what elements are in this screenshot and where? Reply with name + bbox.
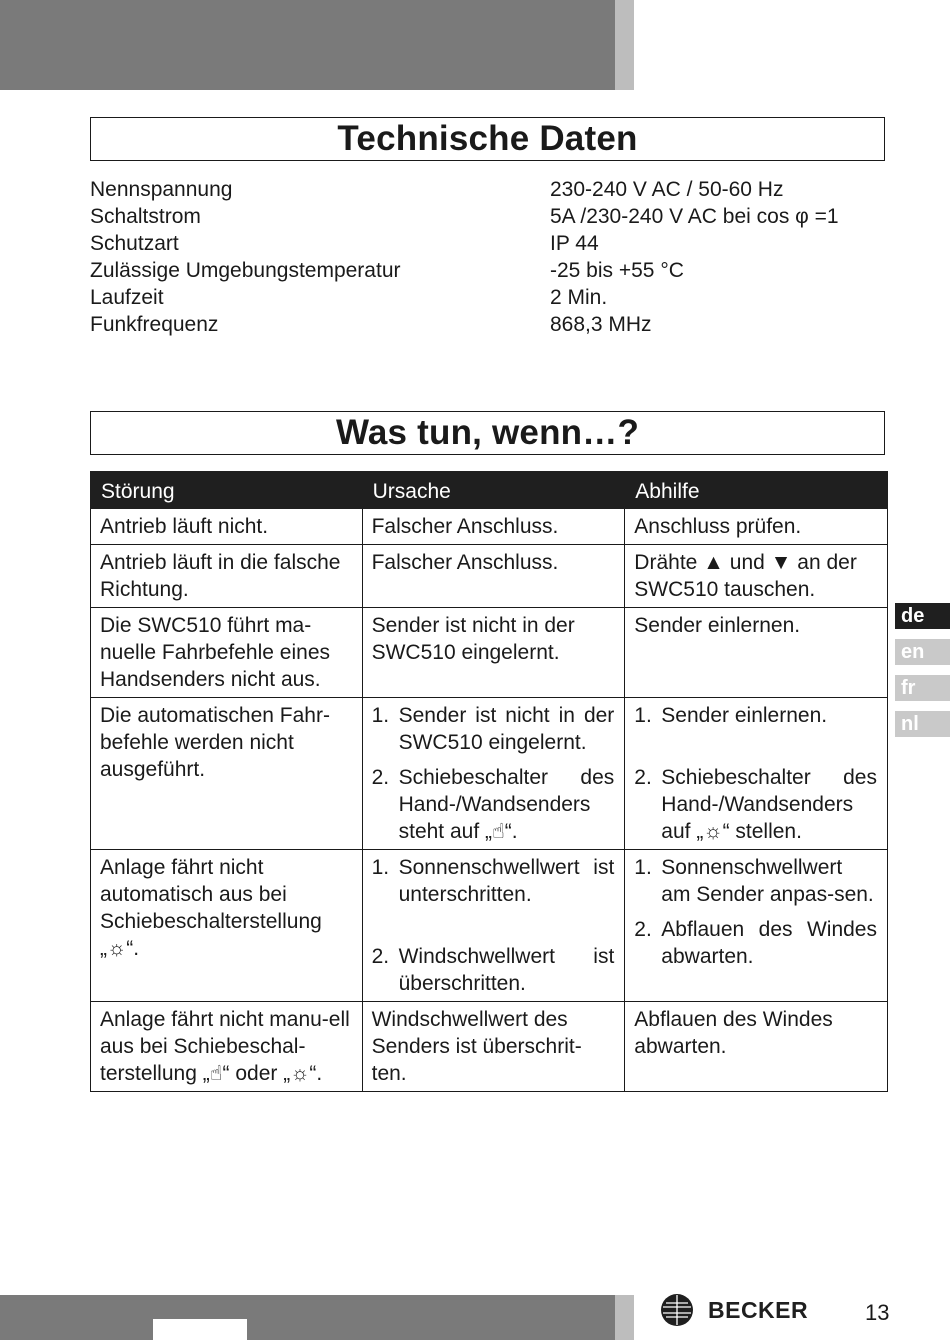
brand-name: BECKER xyxy=(708,1296,809,1323)
technical-data-heading: Technische Daten xyxy=(90,117,885,161)
step-number: 1. xyxy=(634,856,652,879)
step-number: 1. xyxy=(371,856,390,879)
spec-label: Zulässige Umgebungstemperatur xyxy=(90,259,401,282)
cause-cell xyxy=(362,850,625,1002)
list-item xyxy=(634,916,877,970)
problem-cell: Anlage fährt nicht manu-ell aus bei Schiebeschal-terstellung „☝“ oder „☼“. xyxy=(91,1002,363,1092)
list-item xyxy=(372,943,615,997)
list-item xyxy=(634,702,877,729)
bottom-bar-notch xyxy=(153,1319,247,1340)
language-tab-en[interactable]: en xyxy=(895,639,950,665)
spec-value: 868,3 MHz xyxy=(550,313,652,336)
spec-row xyxy=(90,230,890,257)
spec-label: Schutzart xyxy=(90,232,179,255)
top-decorative-bar-accent xyxy=(615,0,634,90)
list-item xyxy=(634,854,877,908)
bottom-decorative-bar-accent xyxy=(615,1295,634,1340)
remedy-cell: Sender einlernen. xyxy=(625,608,888,698)
troubleshooting-table xyxy=(90,471,888,1092)
spec-label: Laufzeit xyxy=(90,286,164,309)
step-text: Sonnenschwellwert ist unterschritten. xyxy=(398,856,615,906)
column-header-cause: Ursache xyxy=(362,472,625,509)
step-number: 1. xyxy=(371,704,390,727)
step-text: Sender ist nicht in der SWC510 eingelernt. xyxy=(398,704,615,754)
page-number: 13 xyxy=(865,1300,890,1325)
list-item xyxy=(372,854,615,908)
step-number: 1. xyxy=(634,704,652,727)
step-text: Schiebeschalter des Hand-/Wandsenders auf „☼“ stellen. xyxy=(661,766,877,843)
step-number: 2. xyxy=(371,945,390,968)
remedy-cell: Drähte ▲ und ▼ an der SWC510 tauschen. xyxy=(625,545,888,608)
bottom-decorative-bar xyxy=(0,1295,615,1340)
column-header-problem: Störung xyxy=(91,472,363,509)
cause-cell: Falscher Anschluss. xyxy=(362,509,625,545)
cause-steps xyxy=(372,854,615,997)
table-row xyxy=(91,509,888,545)
language-tabs xyxy=(895,603,950,747)
step-number: 2. xyxy=(634,918,652,941)
problem-cell: Anlage fährt nicht automatisch aus bei Schiebeschalterstellung „☼“. xyxy=(91,850,363,1002)
language-tab-fr[interactable]: fr xyxy=(895,675,950,701)
problem-cell: Antrieb läuft nicht. xyxy=(91,509,363,545)
step-text: Abflauen des Windes abwarten. xyxy=(661,918,877,968)
step-text: Windschwellwert ist überschritten. xyxy=(398,945,615,995)
remedy-cell xyxy=(625,850,888,1002)
step-text: Sonnenschwellwert am Sender anpas-sen. xyxy=(661,856,874,906)
spec-label: Nennspannung xyxy=(90,178,233,201)
spec-value: 230-240 V AC / 50-60 Hz xyxy=(550,178,784,201)
problem-cell: Die SWC510 führt ma-nuelle Fahrbefehle eines Handsenders nicht aus. xyxy=(91,608,363,698)
spec-row xyxy=(90,257,890,284)
list-item xyxy=(372,702,615,756)
spec-value: 5A /230-240 V AC bei cos φ =1 xyxy=(550,205,839,228)
table-row xyxy=(91,545,888,608)
remedy-cell: Abflauen des Windes abwarten. xyxy=(625,1002,888,1092)
spec-row xyxy=(90,311,890,338)
cause-cell: Windschwellwert des Senders ist überschrit-ten. xyxy=(362,1002,625,1092)
troubleshooting-heading: Was tun, wenn…? xyxy=(90,411,885,455)
list-item xyxy=(372,764,615,845)
remedy-cell xyxy=(625,698,888,850)
brand-logo-group xyxy=(660,1293,808,1327)
step-text: Schiebeschalter des Hand-/Wandsenders steht auf „☝“. xyxy=(398,766,615,843)
table-row xyxy=(91,1002,888,1092)
spec-row xyxy=(90,284,890,311)
technical-data-list xyxy=(90,176,890,338)
table-header-row xyxy=(91,472,888,509)
becker-logo-icon xyxy=(660,1293,694,1327)
cause-cell: Sender ist nicht in der SWC510 eingelernt. xyxy=(362,608,625,698)
problem-cell: Antrieb läuft in die falsche Richtung. xyxy=(91,545,363,608)
table-row xyxy=(91,850,888,1002)
step-number: 2. xyxy=(634,766,652,789)
table-row xyxy=(91,698,888,850)
step-text: Sender einlernen. xyxy=(661,704,828,727)
table-row xyxy=(91,608,888,698)
cause-steps xyxy=(372,702,615,845)
cause-cell: Falscher Anschluss. xyxy=(362,545,625,608)
language-tab-de[interactable]: de xyxy=(895,603,950,629)
spec-value: 2 Min. xyxy=(550,286,608,309)
step-number: 2. xyxy=(371,766,390,789)
remedy-steps xyxy=(634,854,877,970)
spec-label: Funkfrequenz xyxy=(90,313,219,336)
top-decorative-bar xyxy=(0,0,615,90)
spec-value: -25 bis +55 °C xyxy=(550,259,684,282)
language-tab-nl[interactable]: nl xyxy=(895,711,950,737)
spec-label: Schaltstrom xyxy=(90,205,201,228)
spec-row xyxy=(90,203,890,230)
spec-value: IP 44 xyxy=(550,232,599,255)
remedy-cell: Anschluss prüfen. xyxy=(625,509,888,545)
spec-row xyxy=(90,176,890,203)
list-item xyxy=(634,764,877,845)
cause-cell xyxy=(362,698,625,850)
remedy-steps xyxy=(634,702,877,845)
column-header-remedy: Abhilfe xyxy=(625,472,888,509)
problem-cell: Die automatischen Fahr-befehle werden nicht ausgeführt. xyxy=(91,698,363,850)
